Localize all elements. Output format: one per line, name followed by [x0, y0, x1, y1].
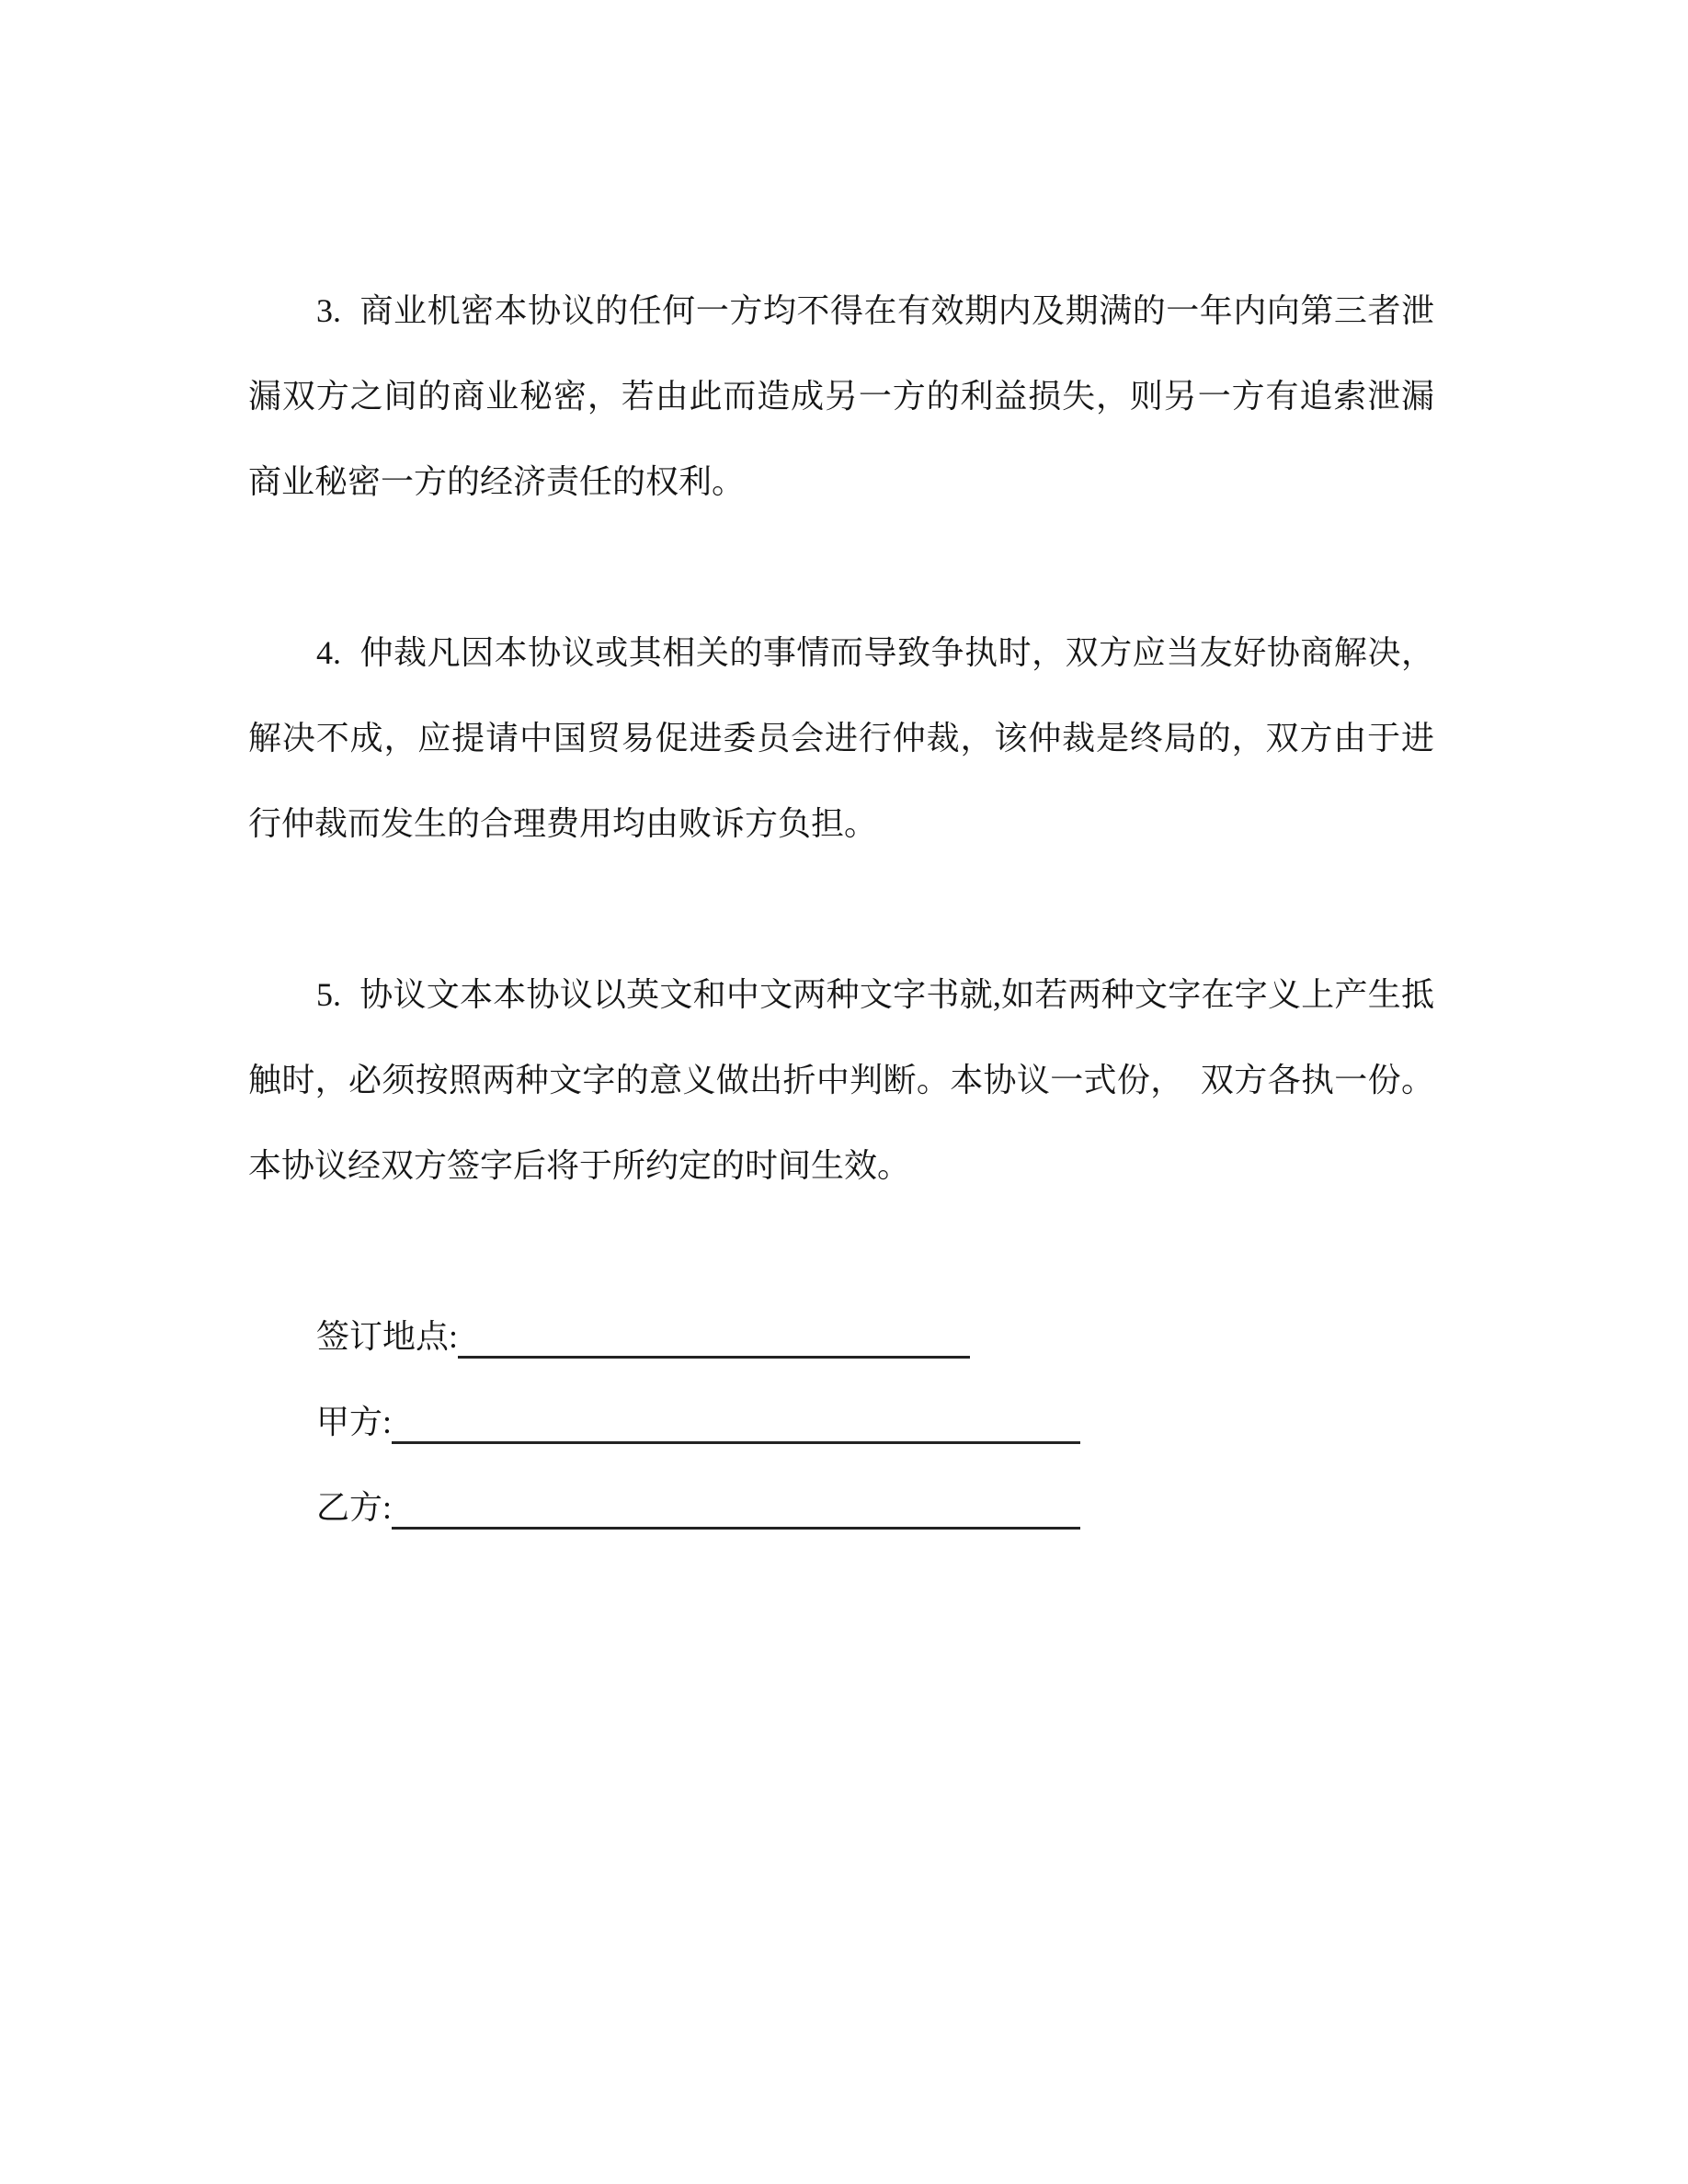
clause-5-number: 5.: [316, 976, 341, 1013]
sign-place-label: 签订地点:: [316, 1318, 459, 1355]
clause-4-text: 仲裁凡因本协议或其相关的事情而导致争执时，双方应当友好协商解决，解决不成，应提请中国贸易促进委员会进行仲裁，该仲裁是终局的，双方由于进行仲裁而发生的合理费用均由败诉方负担。: [248, 634, 1434, 842]
party-b-blank-field[interactable]: [392, 1527, 1080, 1530]
clause-3-text: 商业机密本协议的任何一方均不得在有效期内及期满的一年内向第三者泄漏双方之间的商业秘密，若由此而造成另一方的利益损失，则另一方有追索泄漏商业秘密一方的经济责任的权利。: [248, 292, 1434, 500]
party-a-label: 甲方:: [316, 1404, 393, 1440]
document-body: [248, 268, 1434, 1551]
clause-3-trade-secret: [248, 268, 1434, 525]
clause-4-arbitration: [248, 610, 1434, 867]
sign-place-blank-field[interactable]: [458, 1356, 970, 1359]
sign-place-row: [248, 1294, 1434, 1380]
party-b-row: [248, 1465, 1434, 1551]
party-a-row: [248, 1380, 1434, 1465]
clause-5-agreement-text: [248, 952, 1434, 1209]
party-b-label: 乙方:: [316, 1489, 393, 1526]
signature-block: [248, 1294, 1434, 1551]
clause-5-text: 协议文本本协议以英文和中文两种文字书就,如若两种文字在字义上产生抵触时，必须按照两种文字的意义做出折中判断。本协议一式份， 双方各执一份。本协议经双方签字后将于所约定的时间生效。: [248, 976, 1434, 1184]
party-a-blank-field[interactable]: [392, 1441, 1080, 1444]
clause-4-number: 4.: [316, 634, 341, 671]
clause-3-number: 3.: [316, 292, 341, 329]
